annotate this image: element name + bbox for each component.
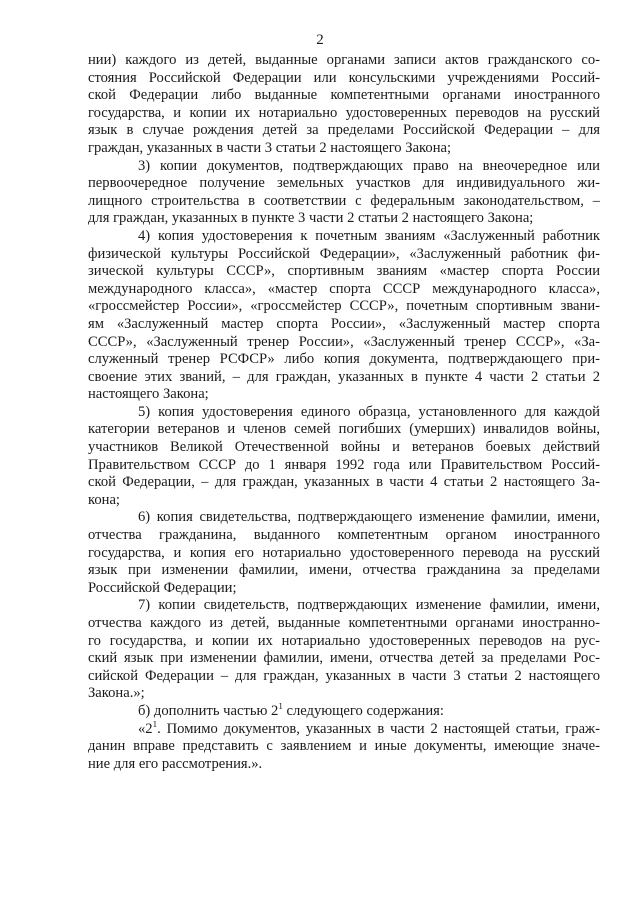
superscript: 1 [278, 702, 283, 712]
text-line: 3) копии документов, подтверждающих право на внеочередное или [138, 157, 600, 174]
text-line: государства, и копии их нотариально удостоверенных переводов на русский [88, 104, 600, 121]
text-line: стояния Российской Федерации или консульскими учреждениями Россий- [88, 69, 600, 86]
text-line: язык в случае рождения детей за пределами Российской Федерации – для [88, 122, 600, 139]
text-line: ской Федерации либо выданные компетентными органами иностранного [88, 87, 600, 104]
text-line: Правительством СССР до 1 января 1992 года или Правительством Россий- [88, 456, 600, 473]
text-line: государства, и копия его нотариально удостоверенного перевода на русский [88, 544, 600, 561]
text-line: «$2^1$. Помимо документов, указанных в части 2 настоящей статьи, граж- [138, 720, 600, 737]
text-line: 6) копия свидетельства, подтверждающего изменение фамилии, имени, [138, 509, 600, 526]
text-line: ской Федерации, – для граждан, указанных в части 4 статьи 2 настоящего За- [88, 474, 600, 491]
superscript: 1 [152, 720, 158, 729]
text-line: участников Великой Отечественной войны и ветеранов боевых действий [88, 439, 600, 456]
text-line: нии) каждого из детей, выданные органами записи актов гражданского со- [88, 52, 600, 68]
text-line: Российской Федерации; [88, 579, 237, 596]
text-line: СССР», «Заслуженный тренер России», «Заслуженный тренер СССР», «За- [88, 333, 600, 350]
text-line: граждан, указанных в части 3 статьи 2 настоящего Закона; [88, 139, 452, 156]
text-line: международного класса», «мастер спорта СССР международного класса», [88, 280, 600, 297]
text-line: отчества каждого из детей, выданные компетентными органами иностранно- [88, 615, 600, 631]
text-line: б) дополнить частью $2^1$ следующего содержания: [138, 702, 444, 719]
text-line: лищного строительства в соответствии с федеральным законодательством, – [88, 192, 600, 209]
text-line: данин вправе представить с заявлением и иные документы, имеющие значе- [88, 738, 600, 755]
text-line: категории ветеранов и членов семей погибших (умерших) инвалидов войны, [88, 421, 600, 438]
text-line: для граждан, указанных в пункте 3 части 2 статьи 2 настоящего Закона; [88, 210, 534, 227]
page-number: 2 [316, 32, 324, 48]
text-line: «гроссмейстер России», «гроссмейстер СССР», почетным спортивным звани- [88, 298, 600, 315]
text-line: своение этих званий, – для граждан, указанных в пункте 4 части 2 статьи 2 [88, 368, 600, 385]
text-line: зической культуры СССР», спортивным званиям «мастер спорта России [88, 263, 600, 280]
text-line: служенный тренер РСФСР» либо копия документа, подтверждающего при- [88, 351, 600, 368]
document-body [88, 52, 600, 773]
text-line: кона; [88, 491, 120, 508]
text-line: Закона.»; [88, 685, 145, 702]
text-line: го государства, и копии их нотариально удостоверенных переводов на рус- [88, 632, 600, 649]
text-line: сийской Федерации – для граждан, указанных в части 3 статьи 2 настоящего [88, 667, 600, 684]
text-line: язык при изменении фамилии, имени, отчества гражданина за пределами [88, 562, 600, 579]
text-line: физической культуры Российской Федерации», «Заслуженный работник фи- [88, 245, 600, 262]
text-line: отчества гражданина, выданного компетентным органом иностранного [88, 527, 600, 544]
text-line: ям «Заслуженный мастер спорта России», «Заслуженный мастер спорта [88, 315, 600, 332]
text-line: 4) копия удостоверения к почетным званиям «Заслуженный работник [138, 227, 600, 244]
text-line: ние для его рассмотрения.». [88, 755, 263, 772]
text-line: первоочередное получение земельных участков для индивидуального жи- [88, 175, 600, 192]
text-line: ский язык при изменении фамилии, имени, отчества детей за пределами Рос- [88, 650, 600, 667]
text-line: 7) копии свидетельств, подтверждающих изменение фамилии, имени, [138, 597, 600, 614]
text-line: настоящего Закона; [88, 386, 209, 403]
text-line: 5) копия удостоверения единого образца, установленного для каждой [138, 403, 600, 420]
